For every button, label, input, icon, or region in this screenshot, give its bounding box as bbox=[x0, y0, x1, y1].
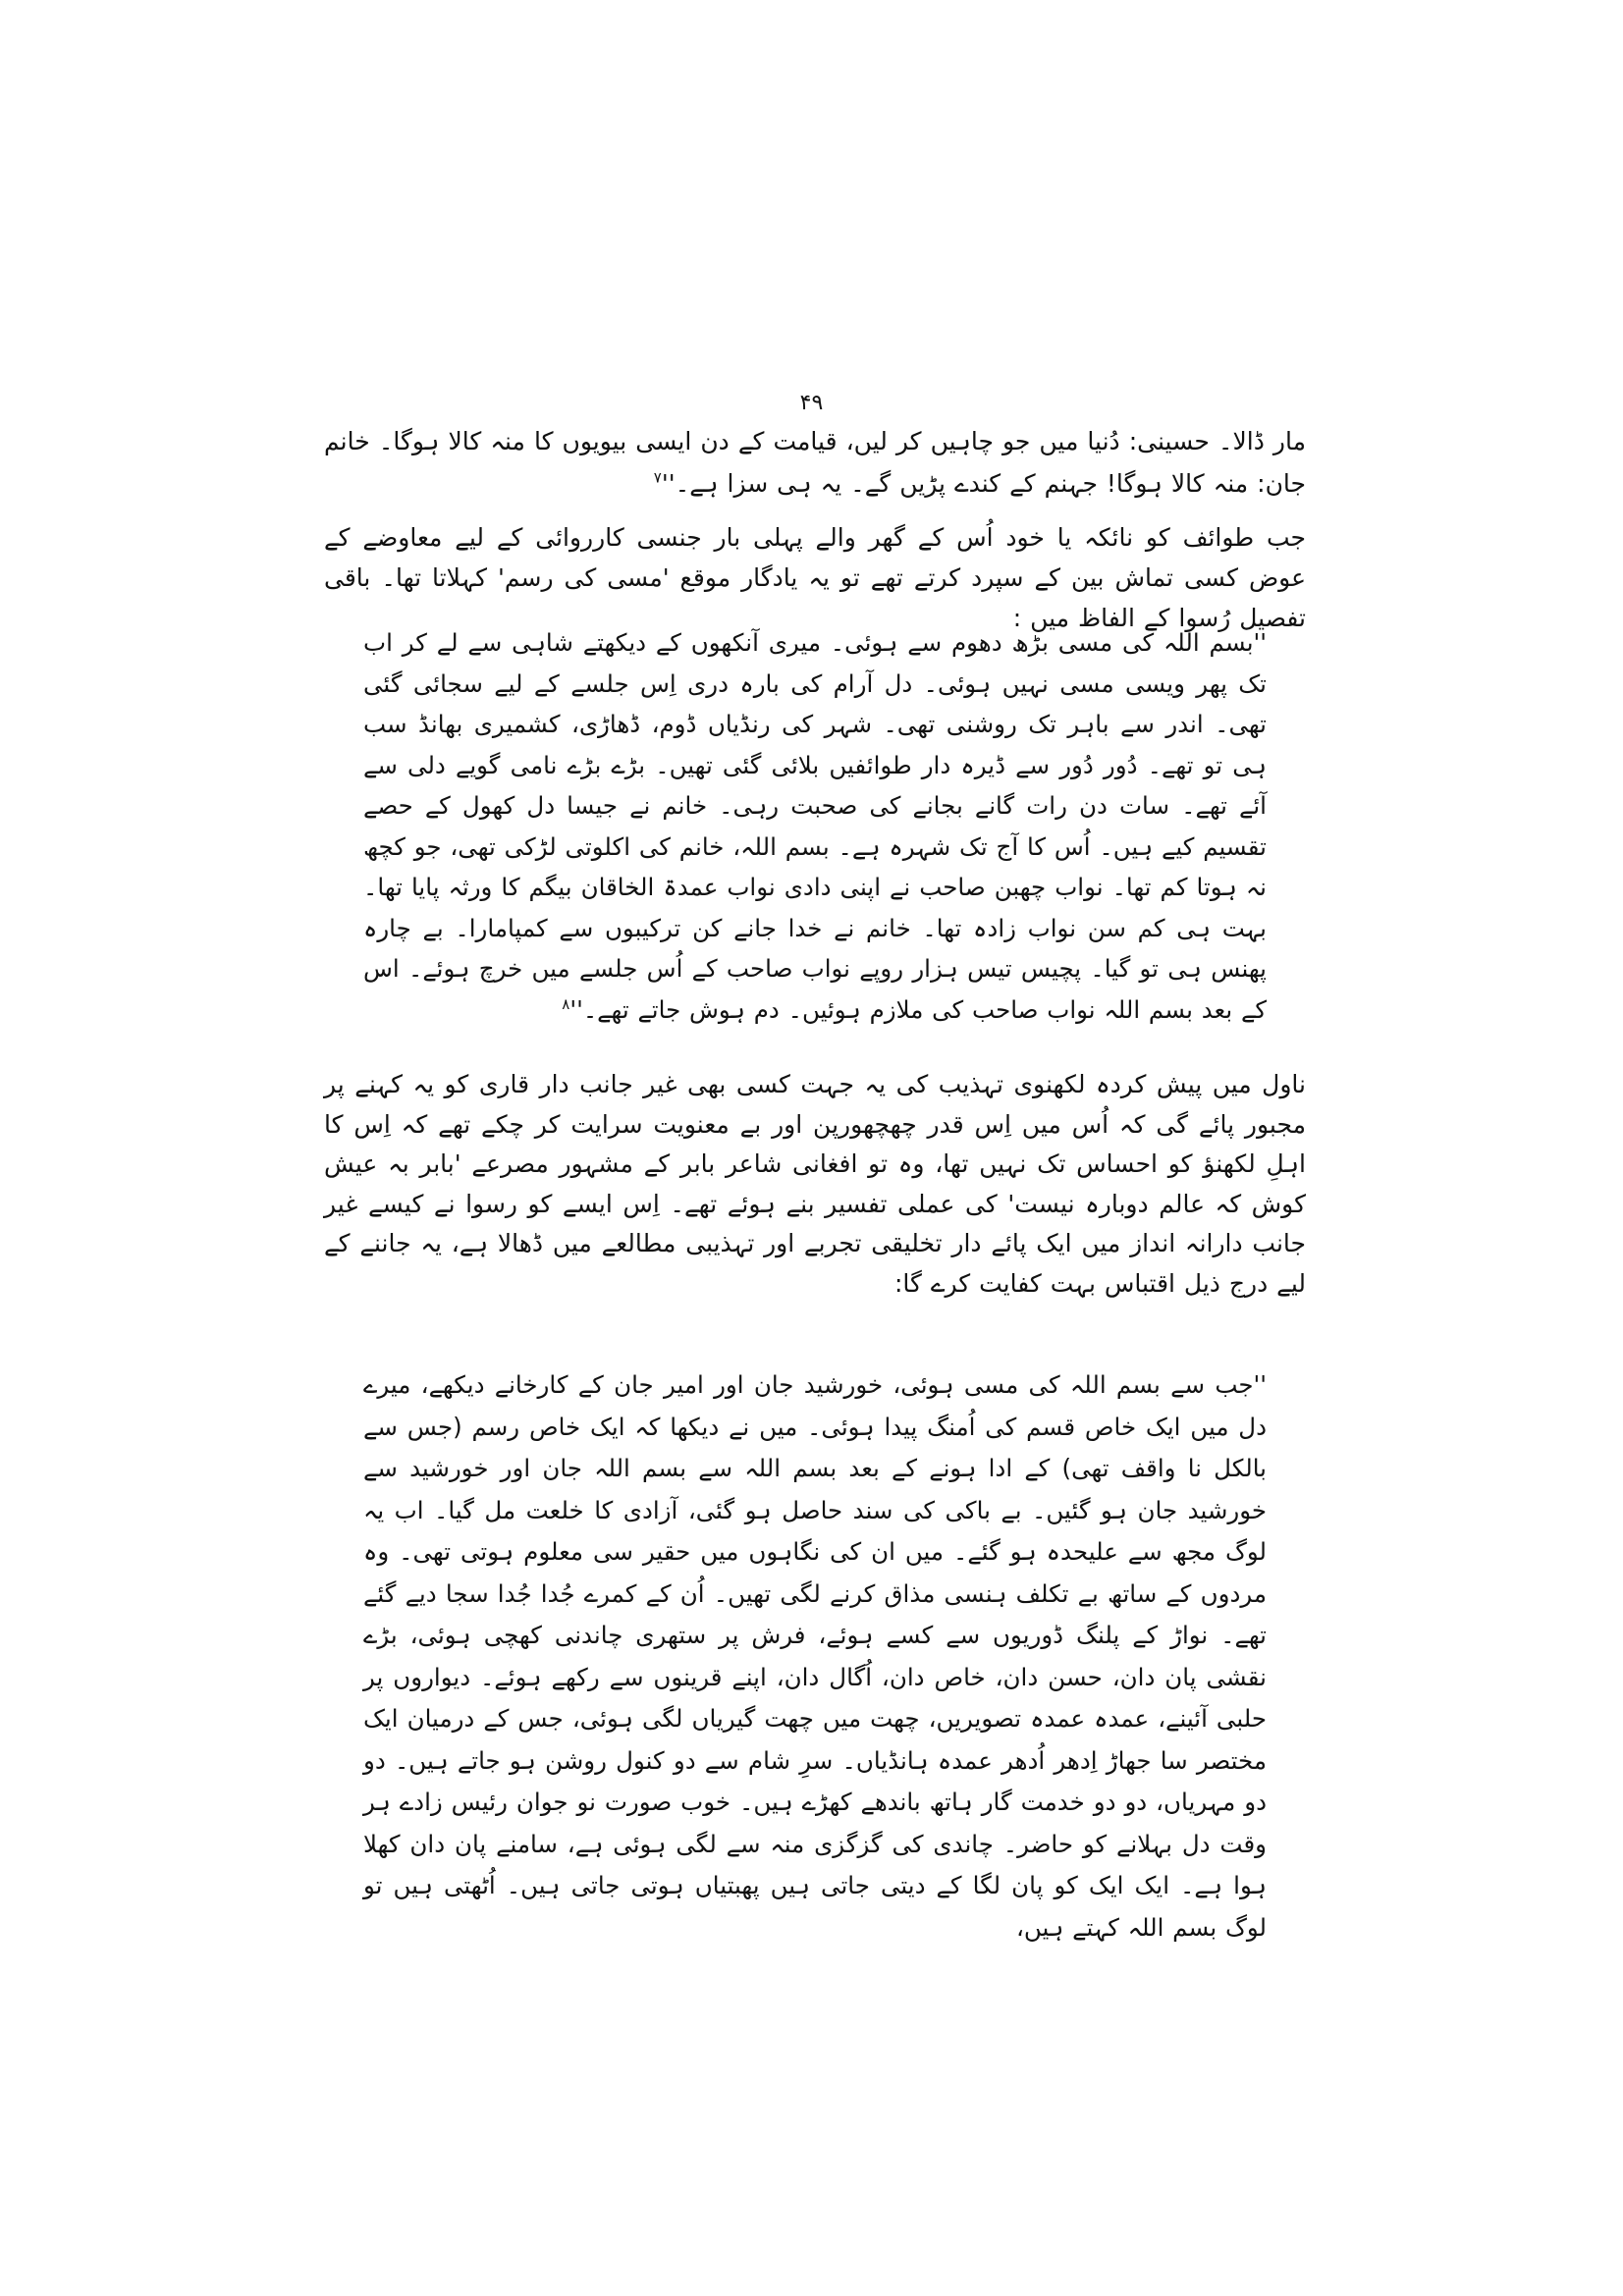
paragraph-lucknow-culture bbox=[324, 1065, 1306, 1304]
footnote-marker: ۸ bbox=[562, 994, 570, 1013]
quote-text: ''جب سے بسم اللہ کی مسی ہوئی، خورشید جان اور امیر جان کے کارخانے دیکھے، میرے دل میں ایک خاص قسم کی اُمنگ پیدا ہوئی۔ میں نے دیکھا کہ ایک خاص رسم (جس سے بالکل نا واقف تھی) کے ادا ہونے کے بعد بسم اللہ سے بسم اللہ جان اور خورشید سے خورشید جان ہو گئیں۔ بے باکی کی سند حاصل ہو گئی، آزادی کا خلعت مل گیا۔ اب یہ لوگ مجھ سے علیحدہ ہو گئے۔ میں ان کی نگاہوں میں حقیر سی معلوم ہوتی تھی۔ وہ مردوں کے ساتھ بے تکلف ہنسی مذاق کرنے لگی تھیں۔ اُن کے کمرے جُدا جُدا سجا دیے گئے تھے۔ نواڑ کے پلنگ ڈوریوں سے کسے ہوئے، فرش پر ستھری چاندنی کھچی ہوئی، بڑے نقشی پان دان، حسن دان، خاص دان، اُگال دان، اپنے قرینوں سے رکھے ہوئے۔ دیواروں پر حلبی آئینے، عمدہ عمدہ تصویریں، چھت میں چھت گیریاں لگی ہوئی، جس کے درمیان ایک مختصر سا جھاڑ اِدھر اُدھر عمدہ ہانڈیاں۔ سرِ شام سے دو کنول روشن ہو جاتے ہیں۔ دو دو مہریاں، دو دو خدمت گار ہاتھ باندھے کھڑے ہیں۔ خوب صورت نو جوان رئیس زادے ہر وقت دل بہلانے کو حاضر۔ چاندی کی گزگزی منہ سے لگی ہوئی ہے، سامنے پان دان کھلا ہوا ہے۔ ایک ایک کو پان لگا کے دیتی جاتی ہیں پھبتیاں ہوتی جاتی ہیں۔ اُٹھتی ہیں تو لوگ بسم اللہ کہتے ہیں، bbox=[363, 1370, 1267, 1942]
paragraph-text: مار ڈالا۔ حسینی: دُنیا میں جو چاہیں کر لیں، قیامت کے دن ایسی بیویوں کا منہ کالا ہوگا۔ خانم جان: منہ کالا ہوگا! جہنم کے کندے پڑیں گے۔ یہ ہی سزا ہے۔'' bbox=[324, 427, 1306, 498]
paragraph-text: ناول میں پیش کردہ لکھنوی تہذیب کی یہ جہت کسی بھی غیر جانب دار قاری کو یہ کہنے پر مجبور پائے گی کہ اُس میں اِس قدر چھچھورپن اور بے معنویت سرایت کر چکے تھے کہ اِس کا اہلِ لکھنؤ کو احساس تک نہیں تھا، وہ تو افغانی شاعر بابر کے مشہور مصرعے 'بابر بہ عیش کوش کہ عالم دوبارہ نیست' کی عملی تفسیر بنے ہوئے تھے۔ اِس ایسے کو رسوا نے کیسے غیر جانب دارانہ انداز میں ایک پائے دار تخلیقی تجربے اور تہذیبی مطالعے میں ڈھالا ہے، یہ جاننے کے لیے درج ذیل اقتباس بہت کفایت کرے گا: bbox=[324, 1070, 1306, 1298]
block-quote-bismillah bbox=[363, 622, 1267, 1030]
paragraph-missi-ceremony bbox=[324, 517, 1306, 638]
quote-text: ''بسم اللہ کی مسی بڑھ دھوم سے ہوئی۔ میری آنکھوں کے دیکھتے شاہی سے لے کر اب تک پھر ویسی مسی نہیں ہوئی۔ دل آرام کی بارہ دری اِس جلسے کے لیے سجائی گئی تھی۔ اندر سے باہر تک روشنی تھی۔ شہر کی رنڈیاں ڈوم، ڈھاڑی، کشمیری بھانڈ سب ہی تو تھے۔ دُور دُور سے ڈیرہ دار طوائفیں بلائی گئی تھیں۔ بڑے بڑے نامی گویے دلی سے آئے تھے۔ سات دن رات گانے بجانے کی صحبت رہی۔ خانم نے جیسا دل کھول کے حصے تقسیم کیے ہیں۔ اُس کا آج تک شہرہ ہے۔ بسم اللہ، خانم کی اکلوتی لڑکی تھی، جو کچھ نہ ہوتا کم تھا۔ نواب چھبن صاحب نے اپنی دادی نواب عمدۃ الخاقان بیگم کا ورثہ پایا تھا۔ بہت ہی کم سن نواب زادہ تھا۔ خانم نے خدا جانے کن ترکیبوں سے کمپامارا۔ بے چارہ پھنس ہی تو گیا۔ پچیس تیس ہزار روپے نواب صاحب کے اُس جلسے میں خرچ ہوئے۔ اس کے بعد بسم اللہ نواب صاحب کی ملازم ہوئیں۔ دم ہوش جاتے تھے۔'' bbox=[363, 628, 1267, 1024]
paragraph-dialogue-end bbox=[324, 420, 1306, 505]
footnote-marker: ۷ bbox=[653, 468, 662, 487]
paragraph-text: جب طوائف کو نائکہ یا خود اُس کے گھر والے پہلی بار جنسی کارروائی کے لیے معاوضے کے عوض کسی تماش بین کے سپرد کرتے تھے تو یہ یادگار موقع 'مسی کی رسم' کہلاتا تھا۔ باقی تفصیل رُسوا کے الفاظ میں : bbox=[324, 523, 1306, 632]
page-number: ۴۹ bbox=[799, 391, 824, 415]
block-quote-umrao bbox=[363, 1364, 1267, 1949]
